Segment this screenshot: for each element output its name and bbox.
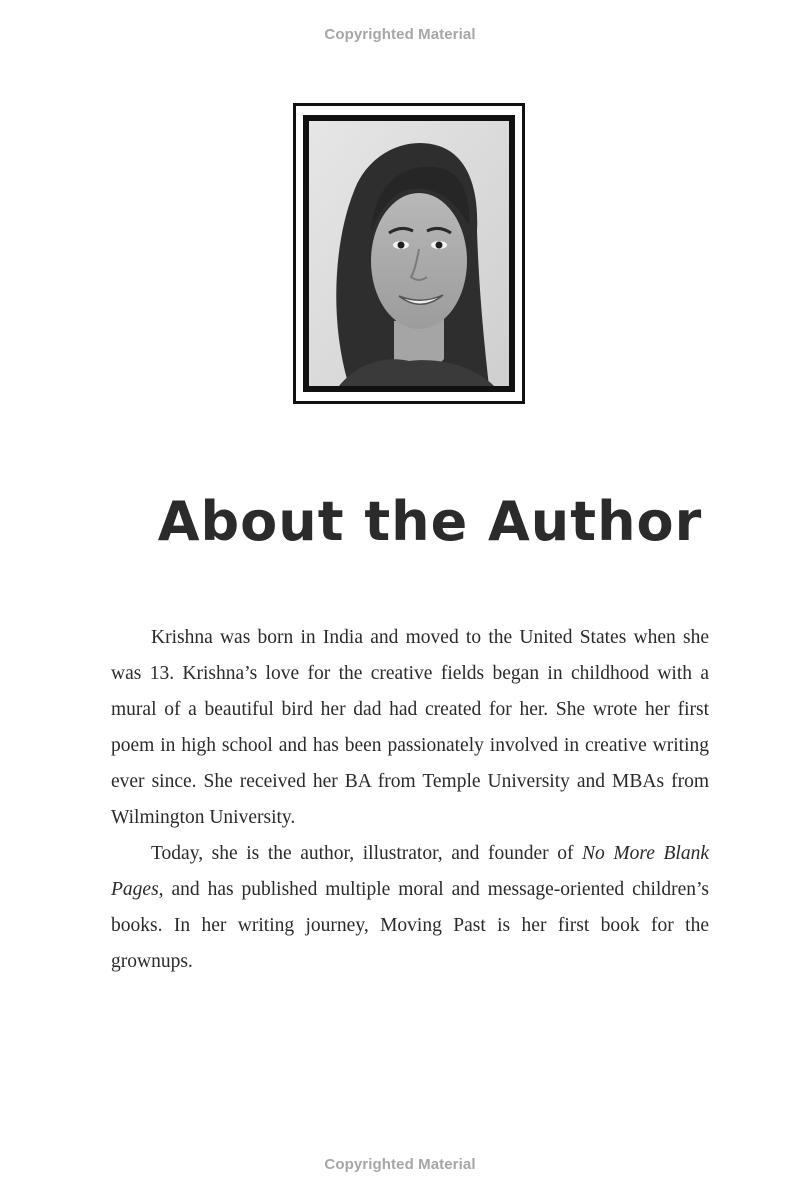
bio-text: Today, she is the author, illustrator, and founder of bbox=[151, 843, 583, 864]
bio-paragraph bbox=[111, 836, 709, 980]
page-title: About the Author bbox=[157, 490, 703, 553]
brand-name: No More Blank Pages bbox=[111, 843, 709, 900]
copyright-watermark-bottom: Copyrighted Material bbox=[324, 1156, 476, 1173]
bio-paragraph: Krishna was born in India and moved to the United States when she was 13. Krishna’s love for the creative fields began in childhood with a mural of a beautiful bird her dad had created for her. She wrote her first poem in high school and has been passionately involved in creative writing ever since. She received her BA from Temple University and MBAs from Wilmington University. bbox=[111, 627, 709, 828]
author-bio bbox=[111, 620, 709, 980]
author-photo bbox=[303, 115, 515, 392]
author-photo-frame bbox=[293, 103, 525, 404]
author-portrait-icon bbox=[309, 121, 509, 386]
bio-text: , and has published multiple moral and message-oriented children’s books. In her writing journey, Moving Past is her first book for the grownups. bbox=[111, 879, 709, 972]
copyright-watermark-top: Copyrighted Material bbox=[324, 26, 476, 43]
